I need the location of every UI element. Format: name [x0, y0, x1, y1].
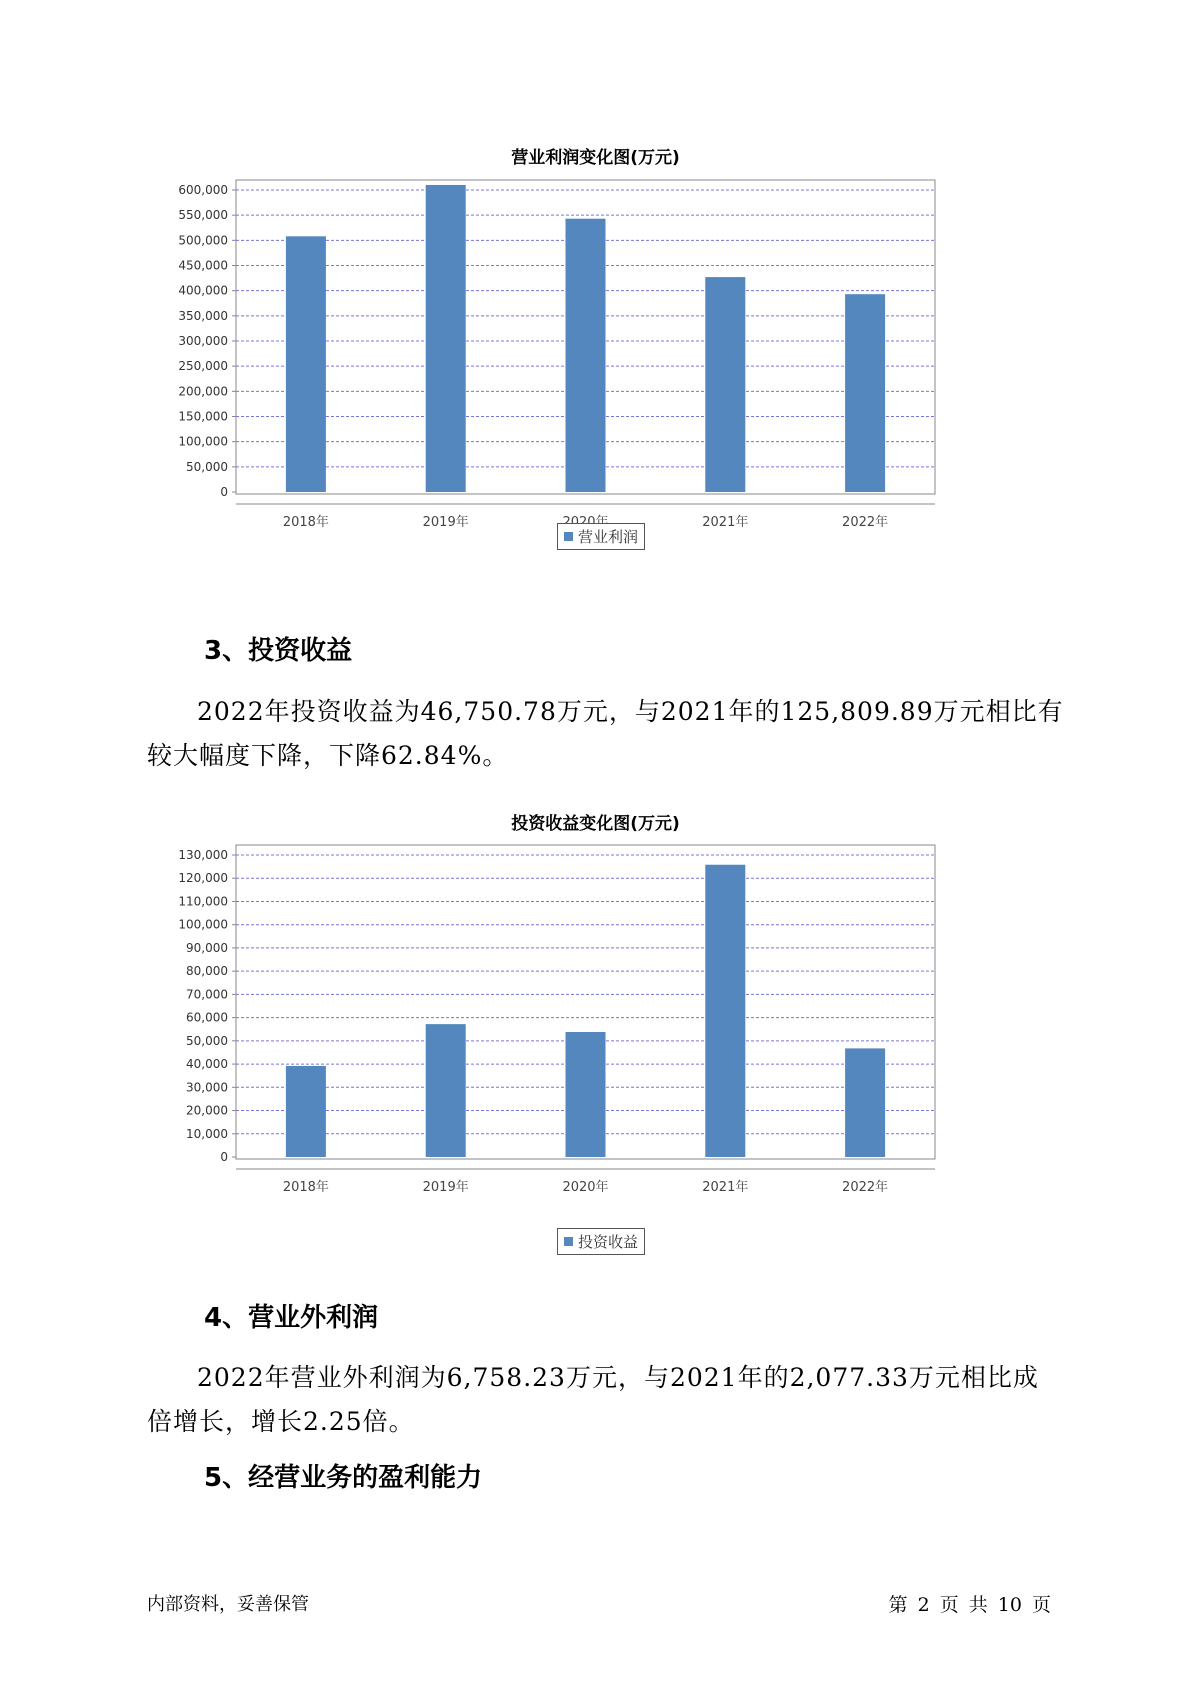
y-tick-label: 200,000	[178, 384, 228, 399]
bar	[286, 236, 326, 492]
x-tick-label: 2022年	[842, 515, 889, 530]
y-tick-label: 350,000	[178, 308, 228, 323]
y-tick-label: 100,000	[178, 434, 228, 449]
bar	[566, 1032, 606, 1157]
y-tick-label: 600,000	[178, 183, 228, 197]
footer-page-number: 第 2 页 共 10 页	[888, 1594, 1051, 1616]
y-tick-label: 250,000	[178, 359, 228, 374]
operating-profit-chart	[150, 170, 950, 530]
y-tick-label: 0	[220, 1150, 228, 1164]
section-3-line-2: 较大幅度下降，下降62.84%。	[147, 741, 509, 770]
bar	[286, 1066, 326, 1157]
bar	[845, 1048, 885, 1157]
legend-swatch	[564, 1237, 573, 1246]
y-tick-label: 80,000	[186, 964, 228, 979]
legend-operating-profit	[557, 523, 645, 550]
y-tick-label: 130,000	[178, 848, 228, 862]
y-tick-label: 30,000	[186, 1080, 228, 1095]
y-tick-label: 40,000	[186, 1057, 228, 1072]
x-tick-label: 2020年	[562, 1180, 609, 1195]
bar	[845, 294, 885, 492]
bar	[705, 277, 745, 492]
y-tick-label: 500,000	[178, 233, 228, 248]
y-tick-label: 120,000	[178, 871, 228, 886]
investment-income-chart	[150, 835, 950, 1195]
x-tick-label: 2019年	[422, 515, 469, 530]
investment-income-chart-svg	[150, 835, 950, 1195]
x-tick-label: 2018年	[282, 1180, 329, 1195]
section-4-line-1: 2022年营业外利润为6,758.23万元，与2021年的2,077.33万元相比成	[197, 1363, 1039, 1392]
legend-label: 投资收益	[578, 1233, 639, 1251]
legend-investment-income	[557, 1228, 645, 1255]
y-tick-label: 90,000	[186, 940, 228, 955]
bar	[426, 1024, 466, 1157]
y-tick-label: 20,000	[186, 1103, 228, 1118]
y-tick-label: 70,000	[186, 987, 228, 1002]
y-tick-label: 150,000	[178, 409, 228, 424]
legend-label: 营业利润	[578, 528, 639, 546]
section-5-heading: 5、经营业务的盈利能力	[204, 1463, 483, 1493]
x-tick-label: 2019年	[422, 1180, 469, 1195]
y-tick-label: 50,000	[186, 459, 228, 474]
y-tick-label: 300,000	[178, 334, 228, 348]
y-tick-label: 400,000	[178, 283, 228, 298]
y-tick-label: 100,000	[178, 917, 228, 932]
x-tick-label: 2022年	[842, 1180, 889, 1195]
section-4-paragraph	[147, 1356, 1067, 1444]
chart-title-investment-income: 投资收益变化图(万元)	[511, 814, 680, 834]
section-3-heading: 3、投资收益	[204, 636, 353, 666]
bar	[705, 865, 745, 1157]
bar	[566, 219, 606, 492]
section-3-paragraph	[147, 690, 1067, 778]
chart-title-operating-profit: 营业利润变化图(万元)	[511, 148, 680, 168]
x-tick-label: 2018年	[282, 515, 329, 530]
section-3-line-1: 2022年投资收益为46,750.78万元，与2021年的125,809.89万元相比有	[197, 697, 1064, 726]
bar	[426, 185, 466, 492]
y-tick-label: 110,000	[178, 894, 228, 909]
footer-confidential-note: 内部资料，妥善保管	[147, 1594, 309, 1615]
y-tick-label: 10,000	[186, 1126, 228, 1141]
y-tick-label: 50,000	[186, 1033, 228, 1048]
x-tick-label: 2021年	[702, 515, 749, 530]
section-4-line-2: 倍增长，增长2.25倍。	[147, 1407, 415, 1436]
section-4-heading: 4、营业外利润	[204, 1303, 379, 1333]
y-tick-label: 550,000	[178, 208, 228, 223]
y-tick-label: 450,000	[178, 258, 228, 273]
legend-swatch	[564, 532, 573, 541]
y-tick-label: 0	[220, 485, 228, 499]
operating-profit-chart-svg	[150, 170, 950, 530]
x-tick-label: 2021年	[702, 1180, 749, 1195]
y-tick-label: 60,000	[186, 1010, 228, 1025]
